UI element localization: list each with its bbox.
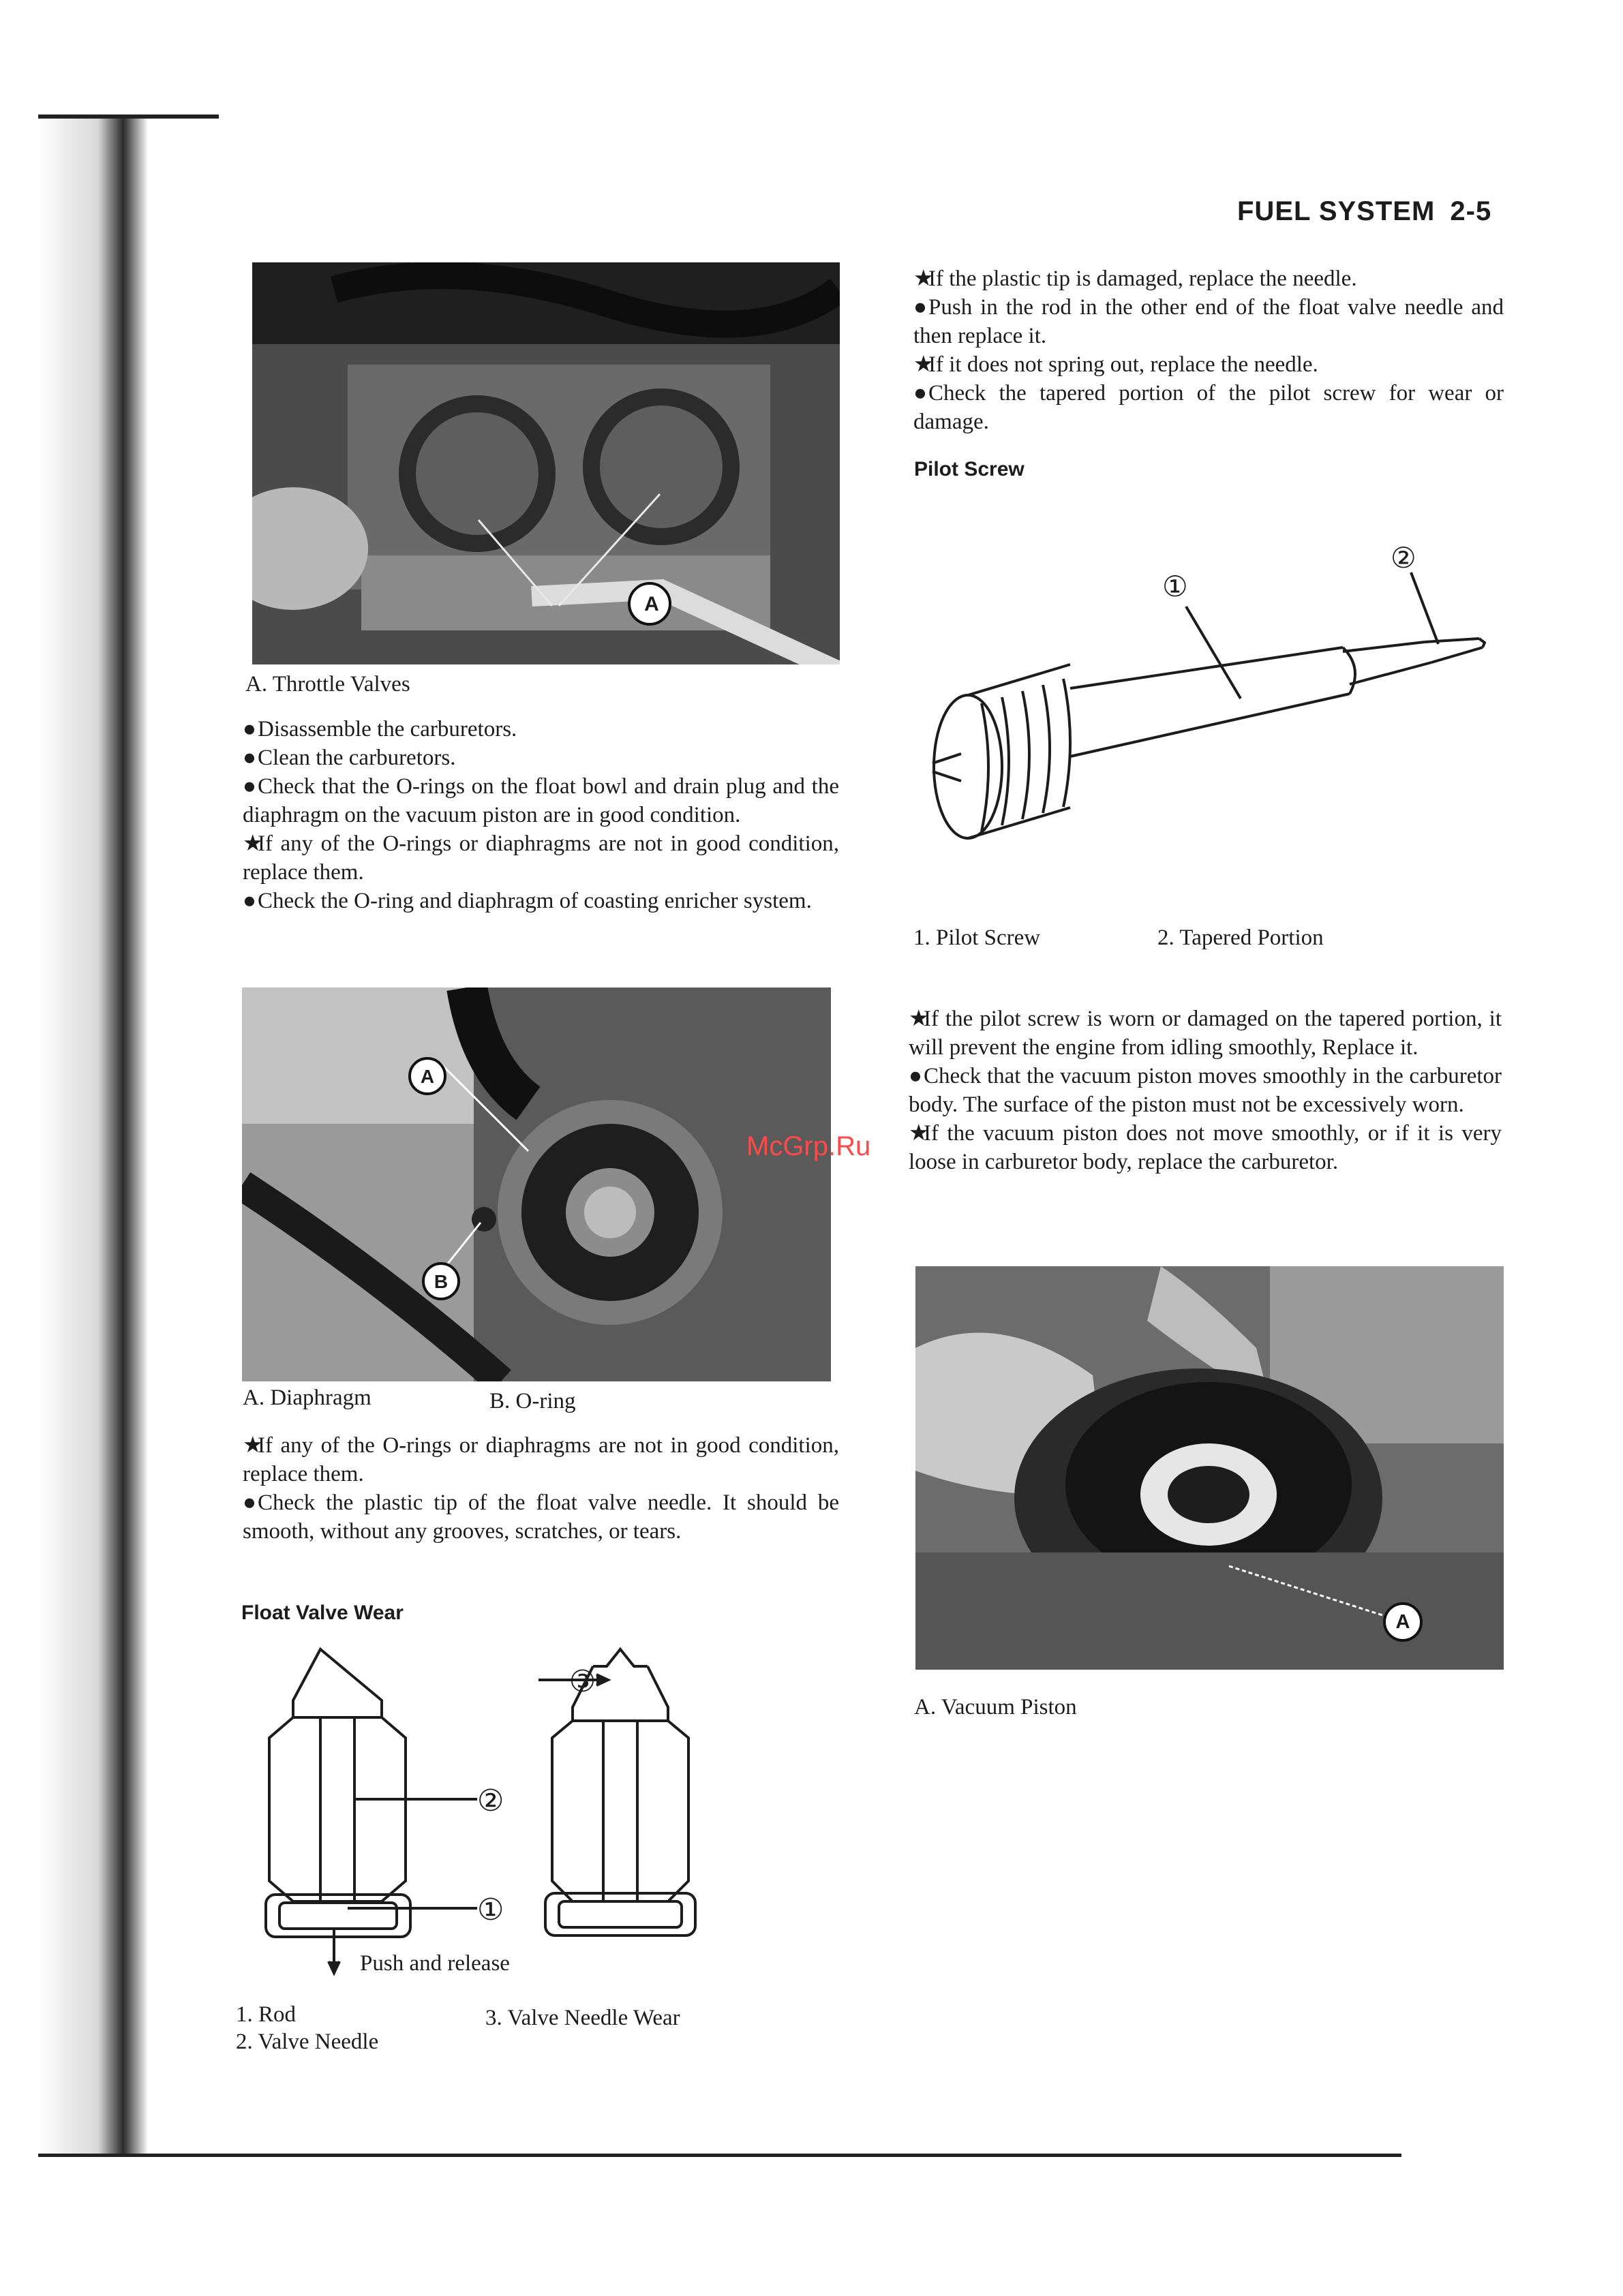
callout-3-float: ③ <box>568 1665 596 1698</box>
left-list-2 <box>243 1431 839 1546</box>
legend-valve-needle-wear: 3. Valve Needle Wear <box>485 2006 680 2030</box>
label-b-oring: B <box>434 1271 449 1292</box>
list-item: ★If any of the O-rings or diaphragms are not in good condition, replace them. <box>243 831 839 885</box>
top-edge <box>38 114 219 119</box>
float-valve-diagram <box>252 1636 743 1990</box>
label-a-diaphragm: A <box>420 1066 435 1087</box>
vacuum-piston-photo <box>915 1266 1504 1670</box>
callout-1-pilot: ① <box>1162 572 1188 603</box>
list-item: ●Push in the rod in the other end of the float valve needle and then replace it. <box>913 295 1504 348</box>
diaphragm-caption-b: B. O-ring <box>489 1389 576 1413</box>
page-number: 2-5 <box>1450 196 1492 226</box>
list-item: ★If any of the O-rings or diaphragms are not in good condition, replace them. <box>243 1433 839 1486</box>
throttle-caption: A. Throttle Valves <box>245 672 410 697</box>
list-item: ●Check the O-ring and diaphragm of coasting enricher system. <box>243 889 812 913</box>
list-item: ●Check that the O-rings on the float bowl and drain plug and the diaphragm on the vacuum piston are in good condition. <box>243 774 839 827</box>
watermark: McGrp.Ru <box>746 1131 871 1161</box>
left-list-1 <box>243 715 839 915</box>
legend-rod: 1. Rod <box>236 2002 297 2027</box>
bottom-edge <box>38 2154 1401 2157</box>
callout-2-pilot: ② <box>1391 543 1416 575</box>
label-a-piston: A <box>1395 1611 1410 1633</box>
callout-1-float: ① <box>477 1893 504 1927</box>
page-header <box>1237 196 1491 227</box>
binding-shadow <box>38 116 147 2154</box>
list-item: ★If the pilot screw is worn or damaged on the tapered portion, it will prevent the engine from idling smoothly, Replace it. <box>909 1007 1502 1060</box>
list-item: ★If it does not spring out, replace the needle. <box>913 352 1318 377</box>
right-list-1 <box>913 264 1504 436</box>
diaphragm-caption-a: A. Diaphragm <box>243 1386 371 1410</box>
legend-tapered-portion: 2. Tapered Portion <box>1157 925 1324 950</box>
list-item: ●Check the plastic tip of the float valve needle. It should be smooth, without any grooves, scratches, or tears. <box>243 1490 839 1544</box>
list-item: ●Disassemble the carburetors. <box>243 717 517 741</box>
list-item: ●Check the tapered portion of the pilot screw for wear or damage. <box>913 381 1504 434</box>
right-list-2 <box>909 1005 1502 1176</box>
list-item: ★If the plastic tip is damaged, replace the needle. <box>913 266 1357 291</box>
throttle-valves-photo <box>252 262 840 664</box>
section-title: FUEL SYSTEM <box>1237 196 1436 226</box>
float-valve-heading: Float Valve Wear <box>241 1602 404 1624</box>
piston-caption: A. Vacuum Piston <box>914 1695 1077 1719</box>
pilot-screw-diagram <box>913 532 1513 859</box>
list-item: ★If the vacuum piston does not move smoothly, or if it is very loose in carburetor body, replace the carburetor. <box>909 1121 1502 1174</box>
pilot-screw-heading: Pilot Screw <box>914 458 1025 480</box>
label-a-throttle: A <box>644 593 659 615</box>
list-item: ●Clean the carburetors. <box>243 746 456 770</box>
list-item: ●Check that the vacuum piston moves smoothly in the carburetor body. The surface of the piston must not be excessively worn. <box>909 1064 1502 1117</box>
legend-pilot-screw: 1. Pilot Screw <box>913 925 1041 950</box>
callout-2-float: ② <box>477 1784 504 1818</box>
diaphragm-photo <box>242 988 831 1381</box>
legend-valve-needle: 2. Valve Needle <box>236 2030 379 2054</box>
push-release-label: Push and release <box>360 1951 510 1976</box>
